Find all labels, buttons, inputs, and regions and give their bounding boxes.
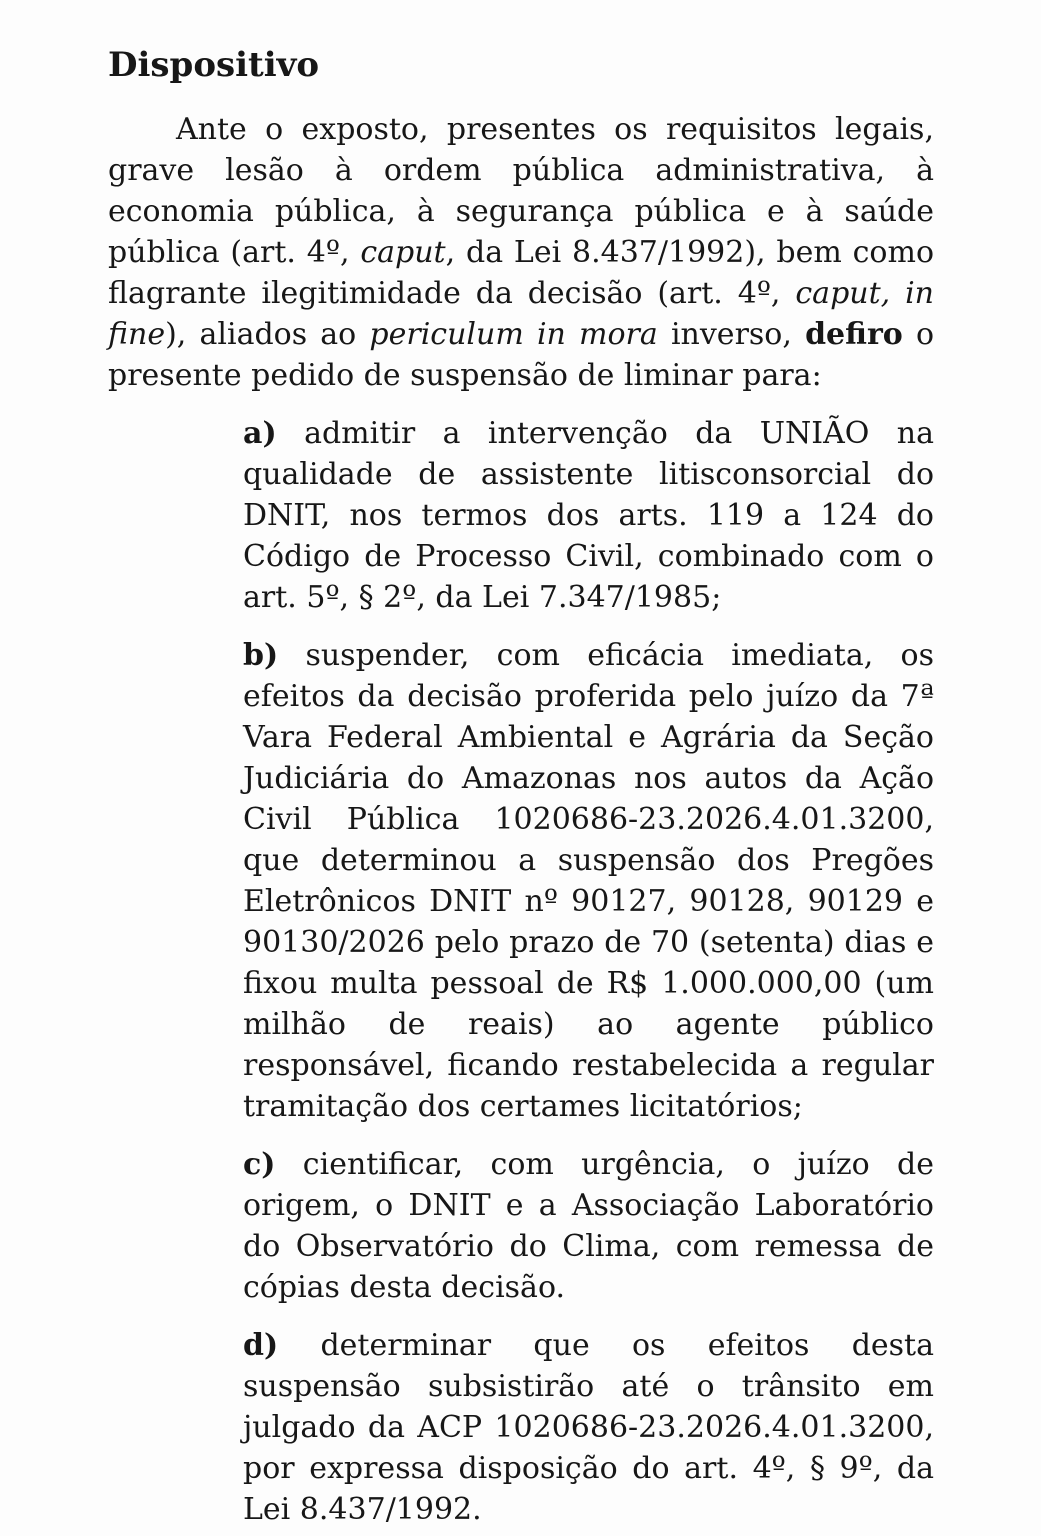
text-run-italic: periculum in mora <box>369 317 658 352</box>
text-run: o presente pedido de suspensão de liminar para: <box>108 317 935 393</box>
text-run: , da Lei 8.437/1992), bem como flagrante ilegitimidade da decisão (art. 4º, <box>108 235 935 311</box>
text-run-italic: caput, in fine <box>108 276 934 352</box>
item-b-label: b) <box>243 638 279 673</box>
text-run-bold: defiro <box>805 317 903 352</box>
intro-paragraph <box>108 109 934 396</box>
item-b-text: suspender, com eficácia imediata, os efeitos da decisão proferida pelo juízo da 7ª Vara Federal Ambiental e Agrária da Seção Judiciária do Amazonas nos autos da Ação Civil Pública 1020686-23.2026.4.01.3200, que determinou a suspensão dos Pregões Eletrônicos DNIT nº 90127, 90128, 90129 e 90130/2026 pelo prazo de 70 (setenta) dias e fixou multa pessoal de R$ 1.000.000,00 (um milhão de reais) ao agente público responsável, ficando restabelecida a regular tramitação dos certames licitatórios; <box>243 638 934 1124</box>
ordered-items <box>243 413 934 1530</box>
item-d-text: determinar que os efeitos desta suspensão subsistirão até o trânsito em julgado da ACP 1020686-23.2026.4.01.3200, por expressa disposição do art. 4º, § 9º, da Lei 8.437/1992. <box>243 1328 934 1527</box>
item-c <box>243 1144 934 1308</box>
item-d <box>243 1325 934 1530</box>
item-c-label: c) <box>243 1147 276 1182</box>
item-b <box>243 635 934 1127</box>
item-c-text: cientificar, com urgência, o juízo de origem, o DNIT e a Associação Laboratório do Observatório do Clima, com remessa de cópias desta decisão. <box>243 1147 934 1305</box>
item-a <box>243 413 934 618</box>
item-a-label: a) <box>243 416 277 451</box>
text-run-italic: caput <box>360 235 446 270</box>
item-a-text: admitir a intervenção da UNIÃO na qualidade de assistente litisconsorcial do DNIT, nos termos dos arts. 119 a 124 do Código de Processo Civil, combinado com o art. 5º, § 2º, da Lei 7.347/1985; <box>243 416 934 615</box>
item-d-label: d) <box>243 1328 279 1363</box>
text-run: Ante o exposto, presentes os requisitos legais, grave lesão à ordem pública administrativa, à economia pública, à segurança pública e à saúde pública (art. 4º, <box>108 112 934 270</box>
text-run: ), aliados ao <box>165 317 370 352</box>
section-heading: Dispositivo <box>108 45 320 85</box>
text-run: inverso, <box>657 317 806 352</box>
